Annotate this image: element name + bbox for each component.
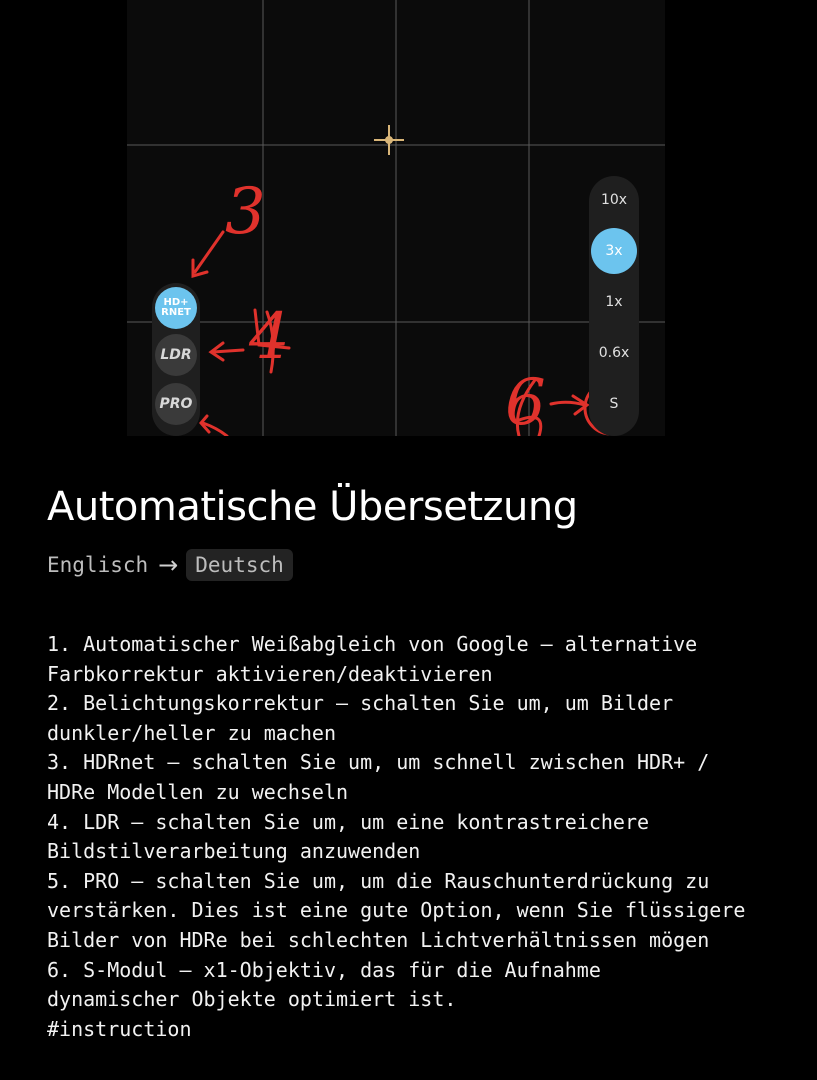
text-line: verstärken. Dies ist eine gute Option, wenn Sie flüssigere [47,898,746,923]
annotation-number-6: 6 [505,366,546,436]
annotation-number-3: 3 [225,175,266,249]
viewfinder-overlay [127,0,665,436]
text-line: 1. Automatischer Weißabgleich von Google – alternative [47,632,698,656]
page-title: Automatische Übersetzung [47,484,578,530]
text-line: 5. PRO – schalten Sie um, um die Rauschunterdrückung zu [47,868,710,893]
text-line: 4. LDR – schalten Sie um, um eine kontrastreichere [47,809,650,834]
text-line: Bilder von HDRe bei schlechten Lichtverhältnissen mögen [47,927,710,952]
arrow-right-icon: → [158,551,179,579]
zoom-s-button[interactable]: S [609,396,619,412]
hashtag-link[interactable]: #instruction [47,1016,192,1041]
text-line: HDRe Modellen zu wechseln [47,779,349,804]
text-line: Bildstilverarbeitung anzuwenden [47,839,421,864]
text-line: dunkler/heller zu machen [47,720,336,745]
pro-mode-button[interactable]: PRO [155,383,197,425]
hdrnet-mode-button[interactable] [155,287,197,329]
focus-reticle-icon [374,125,404,155]
text-line: Farbkorrektur aktivieren/deaktivieren [47,661,493,686]
camera-viewfinder-screenshot [127,0,665,436]
zoom-1x-button[interactable]: 1x [605,294,623,310]
translation-language-row [47,546,293,584]
translated-text [47,630,777,1044]
text-line: 3. HDRnet – schalten Sie um, um schnell zwischen HDR+ / [47,750,710,775]
hdrnet-label-line2: RNET [161,307,191,318]
zoom-3x-button[interactable]: 3x [591,228,637,274]
hdrnet-label-line1: HD+ [163,297,189,308]
text-line: 2. Belichtungskorrektur – schalten Sie um, um Bilder [47,691,674,716]
zoom-10x-button[interactable]: 10x [600,192,628,208]
ldr-mode-button[interactable]: LDR [155,334,197,376]
text-line: 6. S-Modul – x1-Objektiv, das für die Aufnahme [47,957,601,982]
source-language[interactable]: Englisch [47,553,149,577]
annotation-number-4: 4 [249,300,290,374]
target-language-chip[interactable]: Deutsch [186,549,293,581]
text-line: dynamischer Objekte optimiert ist. [47,987,457,1012]
zoom-0-6x-button[interactable]: 0.6x [598,345,630,361]
